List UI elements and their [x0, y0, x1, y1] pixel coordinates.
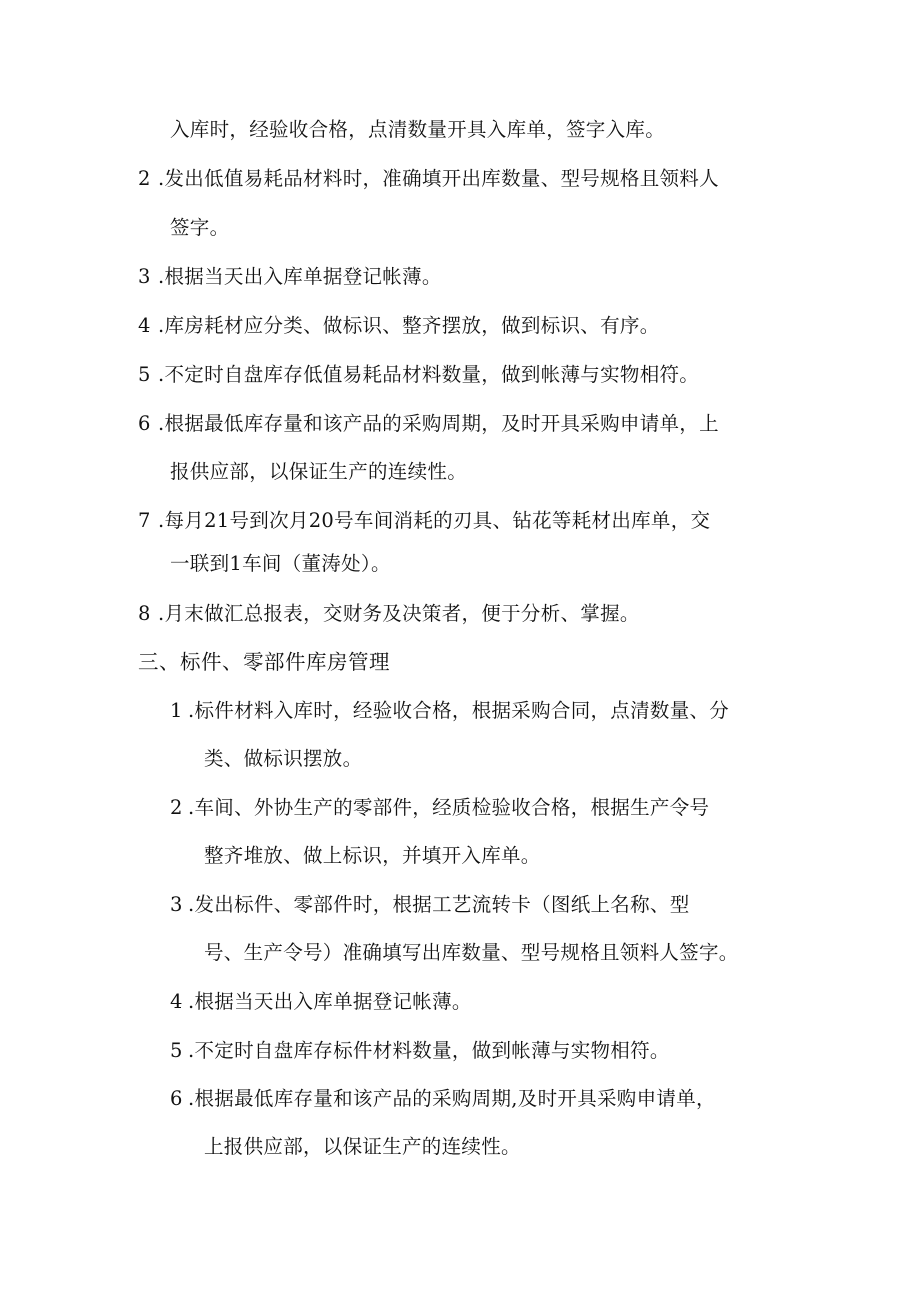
section3-item-3-number: 3 [170, 893, 183, 916]
list-item-5-number: 5 [138, 363, 151, 386]
section3-item-4-number: 4 [170, 990, 183, 1013]
list-item-6-continuation: 报供应部，以保证生产的连续性。 [170, 460, 468, 483]
section3-item-1-text: .标件材料入库时，经验收合格，根据采购合同，点清数量、分 [188, 699, 730, 722]
list-item-7-text: .每月21号到次月20号车间消耗的刃具、钻花等耗材出库单，交 [158, 509, 711, 532]
section3-item-6-number: 6 [170, 1087, 183, 1110]
section3-item-6-text: .根据最低库存量和该产品的采购周期,及时开具采购申请单， [188, 1087, 716, 1110]
section3-item-4-text: .根据当天出入库单据登记帐薄。 [188, 990, 472, 1013]
section3-item-2-number: 2 [170, 796, 183, 819]
list-item-3-number: 3 [138, 265, 151, 288]
section3-item-3-continuation: 号、生产令号）准确填写出库数量、型号规格且领料人签字。 [204, 941, 739, 964]
list-item-6-text: .根据最低库存量和该产品的采购周期，及时开具采购申请单，上 [158, 412, 719, 435]
section-heading: 三、标件、零部件库房管理 [138, 650, 390, 674]
section3-item-5-number: 5 [170, 1039, 183, 1062]
list-item-2-continuation: 签字。 [170, 216, 230, 239]
section3-item-1-continuation: 类、做标识摆放。 [204, 747, 363, 770]
list-item-3-text: .根据当天出入库单据登记帐薄。 [158, 265, 442, 288]
section3-item-3-text: .发出标件、零部件时，根据工艺流转卡（图纸上名称、型 [188, 893, 690, 916]
section3-item-2-continuation: 整齐堆放、做上标识，并填开入库单。 [204, 844, 541, 867]
list-item-1-continuation: 入库时，经验收合格，点清数量开具入库单，签字入库。 [170, 118, 666, 141]
list-item-2-text: .发出低值易耗品材料时，准确填开出库数量、型号规格且领料人 [158, 167, 719, 190]
list-item-7-number: 7 [138, 509, 151, 532]
section3-item-5-text: .不定时自盘库存标件材料数量，做到帐薄与实物相符。 [188, 1039, 670, 1062]
list-item-4-number: 4 [138, 314, 151, 337]
section3-item-6-continuation: 上报供应部，以保证生产的连续性。 [204, 1135, 521, 1158]
list-item-4-text: .库房耗材应分类、做标识、整齐摆放，做到标识、有序。 [158, 314, 660, 337]
section3-item-1-number: 1 [170, 699, 183, 722]
list-item-8-number: 8 [138, 602, 151, 625]
list-item-6-number: 6 [138, 412, 151, 435]
list-item-5-text: .不定时自盘库存低值易耗品材料数量，做到帐薄与实物相符。 [158, 363, 700, 386]
list-item-8-text: .月末做汇总报表，交财务及决策者，便于分析、掌握。 [158, 602, 640, 625]
list-item-7-continuation: 一联到1车间（董涛处）。 [170, 552, 391, 575]
section3-item-2-text: .车间、外协生产的零部件，经质检验收合格，根据生产令号 [188, 796, 710, 819]
list-item-2-number: 2 [138, 167, 151, 190]
